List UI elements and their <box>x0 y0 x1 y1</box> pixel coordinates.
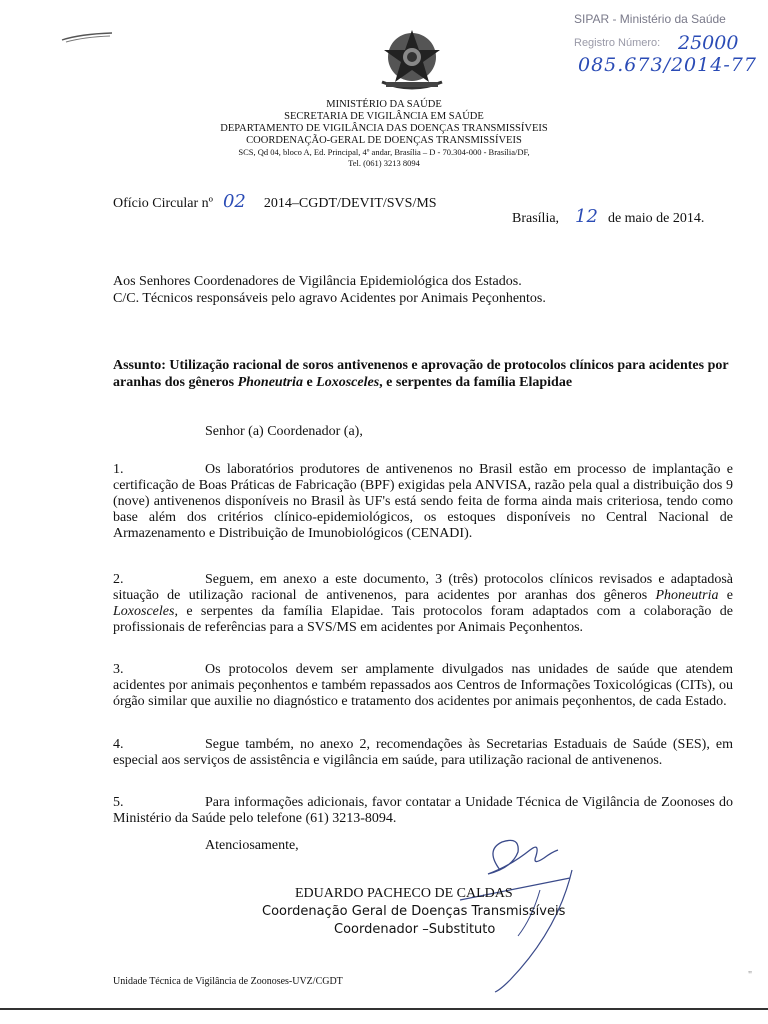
paragraph-5 <box>113 795 733 827</box>
department-name: DEPARTAMENTO DE VIGILÂNCIA DAS DOENÇAS TRANSMISSÍVEIS <box>220 123 548 134</box>
ministry-name: MINISTÉRIO DA SAÚDE <box>326 99 442 110</box>
address: SCS, Qd 04, bloco A, Ed. Principal, 4º andar, Brasília – D - 70.304-000 - Brasília/DF, <box>238 147 530 157</box>
paragraph-text: Segue também, no anexo 2, recomendações às Secretarias Estaduais de Saúde (SES), em especial aos serviços de assistência e vigilância em saúde, para utilização racional de antivenenos. <box>113 737 733 768</box>
letterhead <box>0 99 768 169</box>
paragraph-text: Para informações adicionais, favor contatar a Unidade Técnica de Vigilância de Zoonoses do Ministério da Saúde pelo telefone (61) 3213-8094. <box>113 795 733 826</box>
paragraph-number: 1. <box>113 462 124 477</box>
oficio-reference <box>113 191 437 212</box>
paragraph-number: 5. <box>113 795 124 810</box>
oficio-suffix: 2014–CGDT/DEVIT/SVS/MS <box>263 196 437 211</box>
salutation: Senhor (a) Coordenador (a), <box>205 424 363 439</box>
subject-genus-1: Phoneutria <box>237 375 303 390</box>
city: Brasília, <box>512 211 560 226</box>
secretariat-name: SECRETARIA DE VIGILÂNCIA EM SAÚDE <box>284 111 484 122</box>
margin-mark: " <box>748 970 753 981</box>
place-date <box>512 206 704 227</box>
registry-stamp-label: Registro Número: <box>574 37 661 49</box>
registry-prefix-handwritten: 25000 <box>678 32 739 54</box>
subject-text-b: e <box>302 375 317 390</box>
coordination-name: COORDENAÇÃO-GERAL DE DOENÇAS TRANSMISSÍVEIS <box>246 135 522 146</box>
paragraph-number: 3. <box>113 662 124 677</box>
paragraph-1 <box>113 462 733 542</box>
paragraph-text-c: , e serpentes da família Elapidae. Tais protocolos foram adaptados com a colaboração de profissionais de referências para a SVS/MS em acidentes por Animais Peçonhentos. <box>113 604 733 635</box>
signer-role: Coordenação Geral de Doenças Transmissíveis <box>262 904 566 919</box>
oficio-number-handwritten: 02 <box>222 191 246 212</box>
paragraph-number: 2. <box>113 572 124 587</box>
footer-rule <box>0 1008 768 1010</box>
signer-title: Coordenador –Substituto <box>334 922 496 937</box>
phone: Tel. (061) 3213 8094 <box>348 158 420 168</box>
day-handwritten: 12 <box>575 206 598 227</box>
recipient-line-2: C/C. Técnicos responsáveis pelo agravo Acidentes por Animais Peçonhentos. <box>113 291 546 306</box>
pen-mark-icon <box>60 30 116 44</box>
subject-genus-2: Loxosceles <box>316 375 380 390</box>
subject-text-c: , e serpentes da família Elapidae <box>379 375 573 390</box>
paragraph-text: Os protocolos devem ser amplamente divulgados nas unidades de saúde que atendem acidentes por animais peçonhentos e também repassados aos Centros de Informações Toxicológicas (CITs), ou órgão similar que auxilie no diagnóstico e tratamento dos acidentes por animais peçonhentos, de cada Estado. <box>113 662 733 709</box>
paragraph-3 <box>113 662 733 710</box>
signer-name: EDUARDO PACHECO DE CALDAS <box>295 886 513 901</box>
paragraph-text: Os laboratórios produtores de antivenenos no Brasil estão em processo de implantação e certificação de Boas Práticas de Fabricação (BPF) exigidas pela ANVISA, razão pela qual a distribuição dos 9 (nove) antivenenos disponíveis no Brasil às UF's está sendo feita de forma ainda mais criteriosa, tendo como base além dos critérios clínico-epidemiológicos, os estoques disponíveis no Central Nacional de Armazenamento e Distribuição de Imunobiológicos (CENADI). <box>113 462 733 541</box>
paragraph-genus-2: Loxosceles <box>113 604 175 619</box>
oficio-label: Ofício Circular nº <box>113 196 213 211</box>
recipient-line-1: Aos Senhores Coordenadores de Vigilância Epidemiológica dos Estados. <box>113 274 522 289</box>
brazil-coat-of-arms-icon <box>372 24 452 94</box>
paragraph-2 <box>113 572 733 636</box>
footer-unit: Unidade Técnica de Vigilância de Zoonoses-UVZ/CGDT <box>113 976 343 987</box>
recipients <box>113 273 546 307</box>
subject <box>113 357 733 391</box>
subject-label: Assunto <box>113 358 162 373</box>
paragraph-4 <box>113 737 733 769</box>
registry-number-handwritten: 085.673/2014-77 <box>578 54 757 76</box>
registry-stamp-title: SIPAR - Ministério da Saúde <box>574 12 726 26</box>
paragraph-text-b: e <box>718 588 733 603</box>
paragraph-text-a: Seguem, em anexo a este documento, 3 (três) protocolos clínicos revisados e adaptadosà situação de utilização racional de antivenenos, para acidentes por aranhas dos gêneros <box>113 572 733 603</box>
date-rest: de maio de 2014. <box>607 211 705 226</box>
paragraph-genus-1: Phoneutria <box>655 588 719 603</box>
subject-text-a: : Utilização racional de soros antivenenos e aprovação de protocolos clínicos para acidentes por aranhas dos gêneros <box>113 358 729 390</box>
closing: Atenciosamente, <box>205 838 299 853</box>
paragraph-number: 4. <box>113 737 124 752</box>
